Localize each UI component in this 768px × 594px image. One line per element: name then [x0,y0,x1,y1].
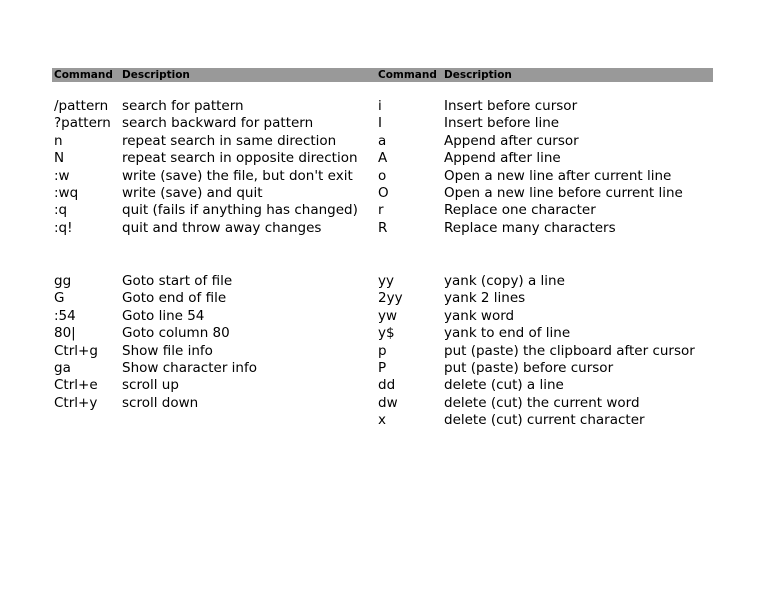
command-key: R [378,219,388,236]
command-description: Insert before line [444,115,560,132]
command-description: delete (cut) current character [444,412,645,429]
command-description: put (paste) the clipboard after cursor [444,342,695,359]
command-key: dd [378,377,396,394]
command-description: scroll down [122,394,199,411]
command-key: G [54,290,65,307]
command-key: i [378,98,382,114]
command-key: N [54,150,65,167]
command-description: Insert before cursor [444,98,578,114]
command-key: ?pattern [54,115,111,132]
command-key: gg [54,273,72,289]
command-key: n [54,132,63,149]
command-description: Goto start of file [122,273,233,289]
command-key: I [378,115,382,132]
command-description: Replace one character [444,202,596,219]
command-key: r [378,202,384,219]
command-description: delete (cut) the current word [444,394,640,411]
command-description: Goto line 54 [122,307,205,324]
command-key: :54 [54,307,76,324]
command-key: :wq [54,185,79,201]
command-description: delete (cut) a line [444,377,564,394]
header-left-description: Description [122,69,190,81]
command-key: A [378,150,388,167]
command-description: Open a new line after current line [444,167,672,184]
command-key: O [378,185,389,201]
command-description: search for pattern [122,98,244,114]
command-description: repeat search in same direction [122,132,337,149]
command-description: Append after cursor [444,132,579,149]
command-key: p [378,342,387,359]
command-description: Goto column 80 [122,325,230,342]
command-key: yy [378,273,394,289]
command-description: write (save) and quit [122,185,263,201]
command-description: quit (fails if anything has changed) [122,202,358,219]
command-description: yank 2 lines [444,290,526,307]
command-key: dw [378,394,398,411]
command-description: yank to end of line [444,325,571,342]
command-key: :q [54,202,68,219]
header-left-command: Command [54,69,113,81]
command-key: Ctrl+e [54,377,98,394]
command-key: /pattern [54,98,109,114]
command-description: scroll up [122,377,179,394]
command-description: Goto end of file [122,290,227,307]
header-right-description: Description [444,69,512,81]
command-description: Show file info [122,342,213,359]
command-key: Ctrl+g [54,342,98,359]
command-key: :q! [54,219,73,236]
command-description: yank (copy) a line [444,273,565,289]
command-key: Ctrl+y [54,394,98,411]
command-description: search backward for pattern [122,115,314,132]
command-key: :w [54,167,70,184]
command-key: y$ [378,325,395,342]
command-key: o [378,167,387,184]
command-description: yank word [444,307,515,324]
command-description: write (save) the file, but don't exit [122,167,353,184]
command-description: put (paste) before cursor [444,360,614,376]
command-description: Replace many characters [444,219,616,236]
command-description: quit and throw away changes [122,219,322,236]
command-key: P [378,360,387,376]
command-key: a [378,132,387,149]
command-description: Open a new line before current line [444,185,683,201]
command-description: Show character info [122,360,257,376]
header-right-command: Command [378,69,437,81]
command-description: Append after line [444,150,561,167]
command-key: 2yy [378,290,403,307]
command-key: 80| [54,325,76,342]
command-description: repeat search in opposite direction [122,150,358,167]
command-key: ga [54,360,71,376]
command-key: x [378,412,386,429]
command-key: yw [378,307,398,324]
